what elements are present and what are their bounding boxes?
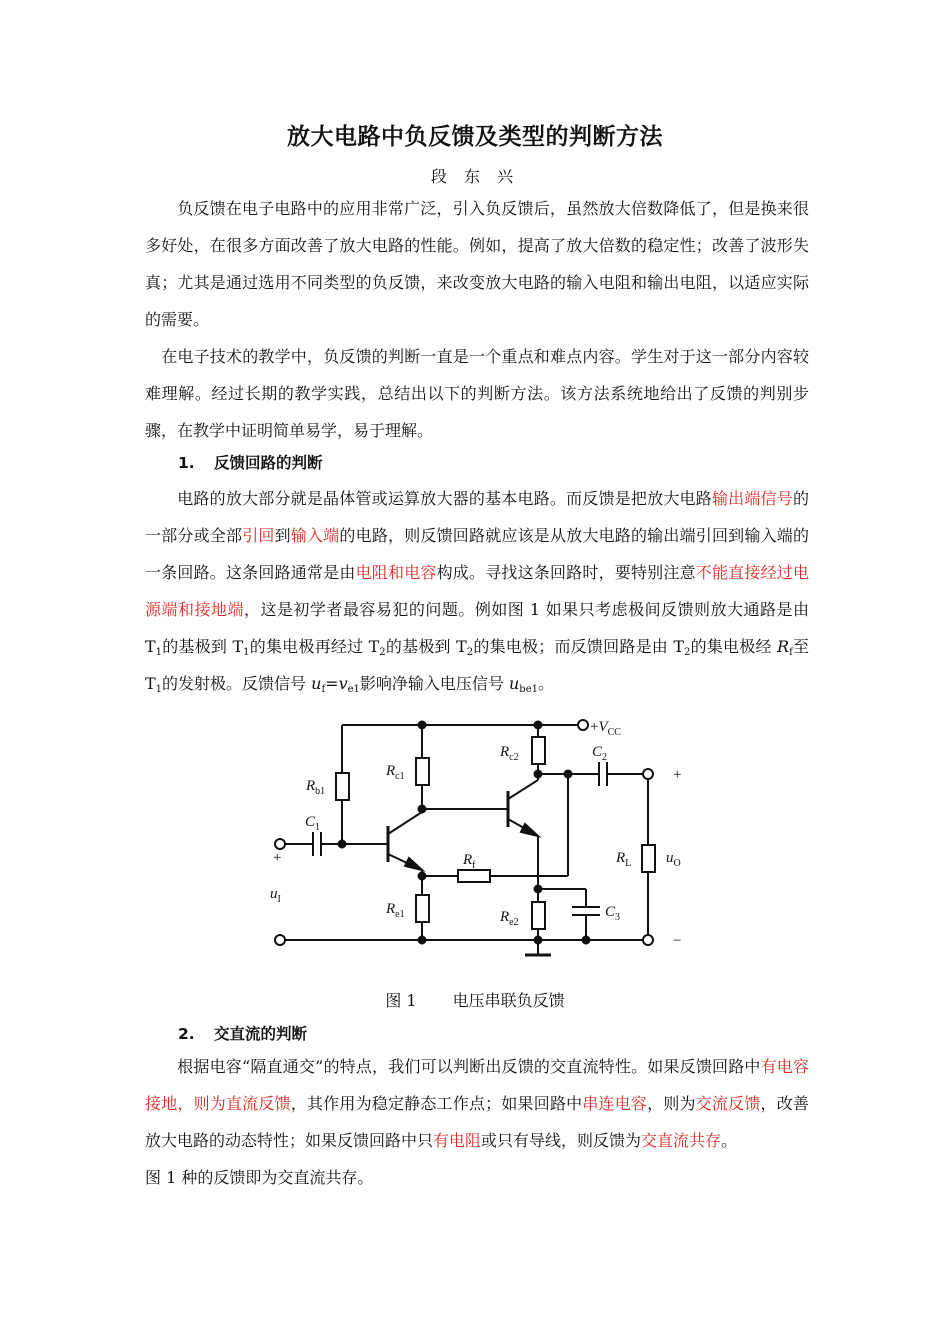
output-terminal-plus	[643, 769, 653, 779]
label-plus-left: +	[273, 850, 282, 866]
resistor-re2	[532, 902, 545, 929]
label-uo: $u_O$	[666, 850, 681, 869]
intro-paragraph-1: 负反馈在电子电路中的应用非常广泛，引入负反馈后，虽然放大倍数降低了，但是换来很多好处，在很多方面改善了放大电路的性能。例如，提高了放大倍数的稳定性；改善了波形失真；尤其是通过选用不同类型的负反馈，来改变放大电路的输入电阻和输出电阻，以适应实际的需要。	[145, 199, 809, 329]
highlight-rc: 电阻和电容	[355, 563, 437, 582]
resistor-rc2-top	[532, 737, 545, 764]
label-rb1: $R_{b1}$	[306, 778, 326, 797]
highlight-resistor-only: 有电阻	[433, 1131, 482, 1150]
label-c3: $C_3$	[605, 904, 621, 923]
resistor-rb1	[336, 773, 349, 800]
transistor-t1-collector	[388, 812, 422, 834]
figure-1-title: 电压串联负反馈	[452, 991, 565, 1010]
transistor-t1-arrow	[405, 858, 422, 870]
highlight-ac-dc-coexist: 交直流共存	[641, 1131, 722, 1150]
resistor-re1	[416, 895, 429, 922]
highlight-output-signal: 输出端信号	[711, 489, 793, 508]
section-1-title: 反馈回路的判断	[214, 454, 323, 472]
label-plus-right: +	[673, 767, 682, 783]
highlight-input: 输入端	[290, 526, 340, 545]
label-rl: $R_L$	[616, 850, 632, 869]
label-rf: $R_f$	[463, 852, 476, 871]
resistor-rl	[642, 845, 655, 872]
junction	[583, 937, 590, 944]
section-2-paragraph: 根据电容“隔直通交”的特点，我们可以判断出反馈的交直流特性。如果反馈回路中有电容接地，则为直流反馈，其作用为稳定静态工作点；如果回路中串连电容，则为交流反馈，改善放大电路的动态特性；如果反馈回路中只有电阻或只有导线，则反馈为交直流共存。 图 1 种的反馈即为交直流共存。	[145, 1057, 809, 1187]
section-1-paragraph: 电路的放大部分就是晶体管或运算放大器的基本电路。而反馈是把放大电路输出端信号的一部分或全部引回到输入端的电路，则反馈回路就应该是从放大电路的输出端引回到输入端的一条回路。这条回路通常是由电阻和电容构成。寻找这条回路时，要特别注意不能直接经过电源端和接地端，这是初学者最容易犯的问题。例如图 1 如果只考虑极间反馈则放大通路是由 $T_1$的基极到 $T_1$的集电极再经过 $T_2$的基极到 $T_2$的集电极；而反馈回路是由 $T_2$的集电极经 $R_f$至 $T_1$的发射极。反馈信号 $u_f=v_{e1}$影响净输入电压信号 $u_{be1}$。	[145, 489, 809, 695]
author-name: 段 东 兴	[430, 167, 520, 186]
intro-paragraph-2: 在电子技术的教学中，负反馈的判断一直是一个重点和难点内容。学生对于这一部分内容较难理解。经过长期的教学实践，总结出以下的判断方法。该方法系统地给出了反馈的判别步骤，在教学中证明简单易学，易于理解。	[145, 347, 809, 440]
label-ui: $u_I$	[270, 886, 281, 905]
label-c2: $C_2$	[592, 744, 608, 763]
label-vcc: $+V_{CC}$	[590, 719, 621, 738]
junction	[419, 937, 426, 944]
label-re1: $R_{e1}$	[386, 901, 405, 920]
junction	[535, 937, 542, 944]
section-2-title: 交直流的判断	[214, 1025, 308, 1043]
transistor-t2-collector	[508, 780, 538, 799]
highlight-no-supply-ground: 不能直接经过电源端和接地端	[145, 563, 809, 619]
input-terminal-minus	[275, 935, 285, 945]
resistor-rc1	[416, 758, 429, 785]
label-re2: $R_{e2}$	[500, 909, 519, 928]
label-rc2-top: $R_{c2}$	[500, 744, 519, 763]
highlight-series-cap: 串连电容	[582, 1094, 648, 1113]
section-1-number: 1.	[178, 454, 195, 472]
label-c1: $C_1$	[305, 814, 321, 833]
resistor-rf	[458, 870, 490, 882]
output-terminal-minus	[643, 935, 653, 945]
section-2-heading	[178, 1022, 307, 1044]
page-title: 放大电路中负反馈及类型的判断方法	[287, 124, 663, 150]
figure-1-label: 图 1	[385, 991, 417, 1010]
figure-1-caption	[0, 988, 950, 1011]
highlight-cap-ground-dc: 有电容接地，则为直流反馈	[145, 1057, 809, 1113]
junction	[339, 841, 346, 848]
label-minus-right: −	[673, 933, 682, 949]
highlight-feed-back: 引回	[242, 526, 275, 545]
section-2-number: 2.	[178, 1025, 195, 1043]
input-terminal-plus	[275, 839, 285, 849]
label-rc1: $R_{c1}$	[386, 763, 405, 782]
highlight-ac-feedback: 交流反馈	[695, 1094, 761, 1113]
transistor-t2-arrow	[521, 824, 538, 836]
vcc-terminal	[578, 720, 588, 730]
